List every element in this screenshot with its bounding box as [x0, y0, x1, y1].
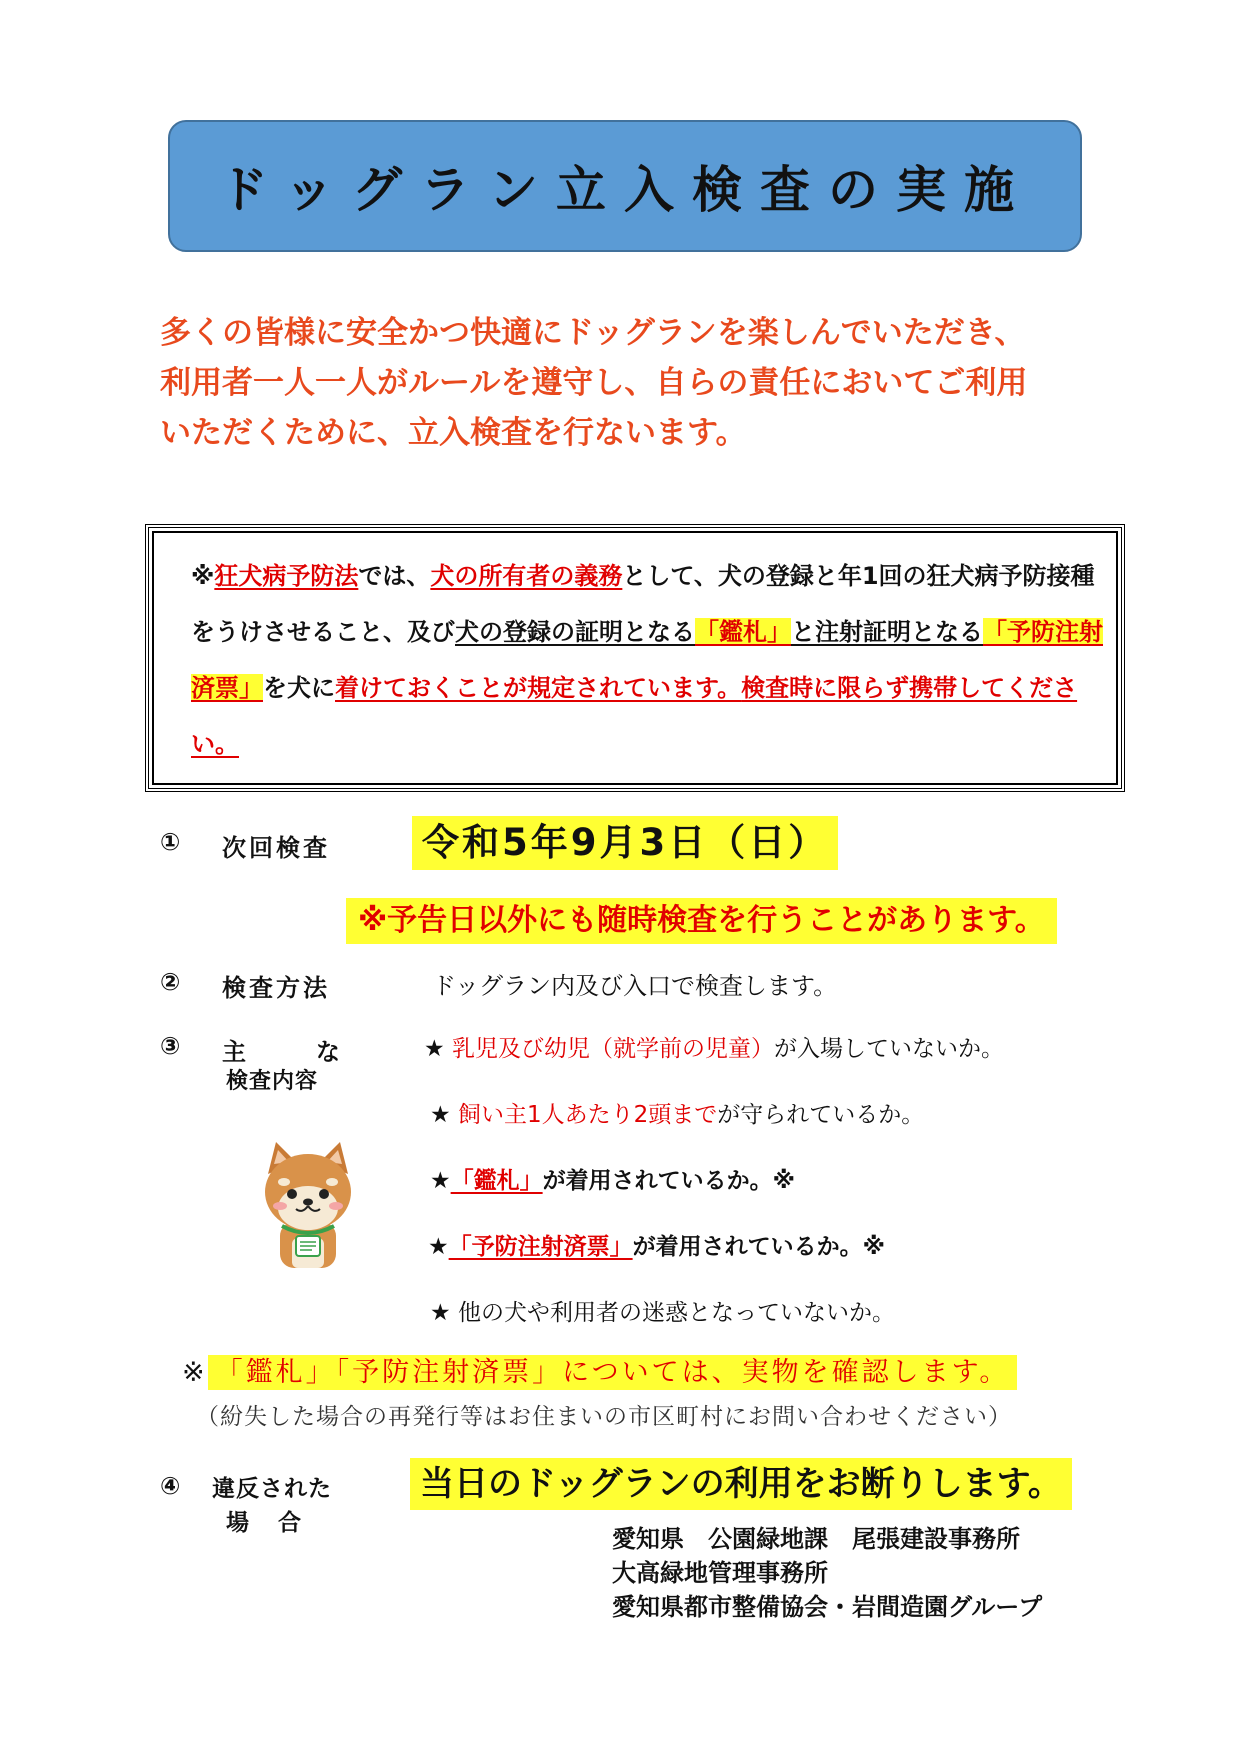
- star-icon: ★: [424, 1036, 445, 1062]
- notice-carry: 検査時に限らず携帯してください。: [191, 674, 1078, 758]
- notice-attach: 着けておくことが規定されています。: [335, 674, 742, 702]
- notice-reg-proof: 犬の登録の証明となる: [455, 618, 695, 646]
- intro-line-3: いただくために、立入検査を行ないます。: [160, 415, 747, 451]
- content-4-text: が着用されているか。※: [632, 1234, 885, 1260]
- notice-yobou: 「予防注射済票」: [191, 618, 1103, 702]
- notice-mark: ※: [191, 562, 215, 590]
- notice-box: [145, 524, 1125, 792]
- content-3-red: 「鑑札」: [450, 1168, 543, 1194]
- content-2-red: 飼い主1人あたり2頭まで: [457, 1102, 718, 1128]
- content-1-red: 乳児及び幼児（就学前の児童）: [451, 1036, 774, 1062]
- star-icon: ★: [430, 1102, 451, 1128]
- notice-t3: と注射証明となる: [791, 618, 983, 646]
- item3-label-a: 主: [222, 1038, 249, 1066]
- intro-line-1: 多くの皆様に安全かつ快適にドッグランを楽しんでいただき、: [160, 315, 1026, 351]
- org-line-1: 愛知県 公園緑地課 尾張建設事務所: [612, 1525, 1020, 1553]
- title-banner: [168, 120, 1082, 252]
- shiba-dog-icon: [262, 1140, 354, 1270]
- content-1-text: が入場していないか。: [773, 1036, 1004, 1062]
- notice-text: [191, 548, 1103, 772]
- notice-law: 狂犬病予防法: [214, 562, 359, 590]
- notice-t4: を犬に: [263, 674, 335, 702]
- content-item-3: [430, 1162, 795, 1195]
- content-item-1: [424, 1030, 1004, 1063]
- notice-kansatsu: 「鑑札」: [695, 618, 791, 646]
- star-icon: ★: [430, 1168, 451, 1194]
- item4-number: ④: [160, 1472, 181, 1500]
- org-line-3: 愛知県都市整備協会・岩間造園グループ: [612, 1593, 1043, 1621]
- content-2-text: が守られているか。: [717, 1102, 925, 1128]
- item2-label: 検査方法: [222, 974, 330, 1002]
- next-inspection-date: 令和5年9月3日（日）: [412, 816, 838, 870]
- intro-paragraph: [160, 308, 1120, 458]
- org-line-2: 大高緑地管理事務所: [612, 1559, 828, 1587]
- item1-label: 次回検査: [222, 834, 330, 862]
- content-item-4: [428, 1228, 885, 1261]
- page-title: ドッグラン立入検査の実施: [218, 161, 1032, 219]
- content-3-text: が着用されているか。※: [542, 1168, 795, 1194]
- confirm-mark: ※: [182, 1357, 208, 1388]
- item3-label-b: な: [316, 1038, 343, 1066]
- item3-number: ③: [160, 1032, 181, 1060]
- item3-label-c: 検査内容: [226, 1069, 319, 1094]
- notice-t1: では、: [358, 562, 431, 590]
- content-4-red: 「予防注射済票」: [448, 1234, 633, 1260]
- content-item-5: [430, 1294, 895, 1327]
- item4-label-a: 違反された: [212, 1476, 332, 1502]
- reissue-note: （紛失した場合の再発行等はお住まいの市区町村にお問い合わせください）: [196, 1404, 1012, 1430]
- notice-t2: として、犬の登録と年1回の狂犬病予防接種をうけさせること、及び: [191, 562, 1095, 646]
- content-item-2: [430, 1096, 924, 1129]
- star-icon: ★: [428, 1234, 449, 1260]
- refusal-text: 当日のドッグランの利用をお断りします。: [410, 1458, 1072, 1510]
- confirm-text: 「鑑札」「予防注射済票」については、実物を確認します。: [208, 1355, 1018, 1390]
- random-inspection-warning: ※予告日以外にも随時検査を行うことがあります。: [346, 898, 1057, 944]
- method-text: ドッグラン内及び入口で検査します。: [432, 972, 838, 1000]
- content-5-text: 他の犬や利用者の迷惑となっていないか。: [457, 1300, 895, 1326]
- item4-label-b: 場 合: [226, 1510, 304, 1536]
- star-icon: ★: [430, 1300, 451, 1326]
- item1-number: ①: [160, 828, 181, 856]
- confirm-note: [182, 1350, 1017, 1389]
- organization-block: [612, 1522, 1042, 1624]
- intro-line-2: 利用者一人一人がルールを遵守し、自らの責任においてご利用: [160, 365, 1028, 401]
- item2-number: ②: [160, 968, 181, 996]
- notice-duty: 犬の所有者の義務: [430, 562, 623, 590]
